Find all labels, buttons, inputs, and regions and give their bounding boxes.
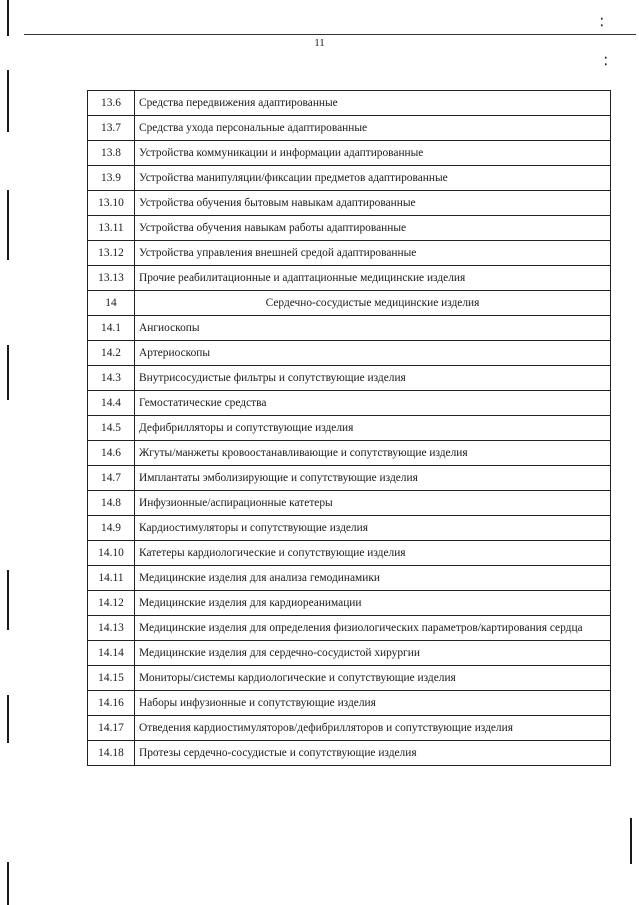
row-name: Жгуты/манжеты кровоостанавливающие и сопутствующие изделия (135, 441, 611, 466)
row-name: Имплантаты эмболизирующие и сопутствующие изделия (135, 466, 611, 491)
table-row (88, 716, 611, 741)
header-rule (24, 34, 636, 35)
scan-edge-mark (630, 818, 632, 864)
row-number: 14.14 (88, 641, 135, 666)
row-number: 13.6 (88, 91, 135, 116)
row-name: Средства передвижения адаптированные (135, 91, 611, 116)
scan-edge-mark (7, 0, 9, 36)
table-row (88, 316, 611, 341)
table-row (88, 116, 611, 141)
scan-speck: ⁚ (604, 56, 608, 68)
row-name: Прочие реабилитационные и адаптационные медицинские изделия (135, 266, 611, 291)
row-number: 13.10 (88, 191, 135, 216)
scan-edge-mark (7, 70, 9, 132)
table-row (88, 466, 611, 491)
row-name: Инфузионные/аспирационные катетеры (135, 491, 611, 516)
table-row (88, 266, 611, 291)
row-name: Мониторы/системы кардиологические и сопутствующие изделия (135, 666, 611, 691)
row-name: Артериоскопы (135, 341, 611, 366)
row-number: 13.9 (88, 166, 135, 191)
scan-edge-mark (7, 570, 9, 630)
row-number: 13.11 (88, 216, 135, 241)
scan-edge-mark (7, 345, 9, 400)
row-name: Средства ухода персональные адаптированные (135, 116, 611, 141)
device-category-table (87, 90, 611, 766)
row-number: 14.2 (88, 341, 135, 366)
table-row (88, 741, 611, 766)
table-row (88, 666, 611, 691)
row-name: Катетеры кардиологические и сопутствующие изделия (135, 541, 611, 566)
scan-edge-mark (7, 862, 9, 905)
row-name: Устройства обучения навыкам работы адаптированные (135, 216, 611, 241)
row-name: Протезы сердечно-сосудистые и сопутствующие изделия (135, 741, 611, 766)
row-name: Медицинские изделия для анализа гемодинамики (135, 566, 611, 591)
row-name: Сердечно-сосудистые медицинские изделия (135, 291, 611, 316)
row-number: 14.6 (88, 441, 135, 466)
table-row (88, 241, 611, 266)
row-name: Устройства обучения бытовым навыкам адаптированные (135, 191, 611, 216)
table-row (88, 591, 611, 616)
row-name: Устройства манипуляции/фиксации предметов адаптированные (135, 166, 611, 191)
row-number: 13.12 (88, 241, 135, 266)
table-row (88, 441, 611, 466)
row-name: Кардиостимуляторы и сопутствующие изделия (135, 516, 611, 541)
row-number: 14 (88, 291, 135, 316)
row-name: Дефибрилляторы и сопутствующие изделия (135, 416, 611, 441)
row-number: 14.8 (88, 491, 135, 516)
table-row (88, 641, 611, 666)
table-row (88, 391, 611, 416)
row-number: 14.15 (88, 666, 135, 691)
row-number: 13.13 (88, 266, 135, 291)
row-number: 14.5 (88, 416, 135, 441)
table-row (88, 166, 611, 191)
row-name: Медицинские изделия для сердечно-сосудистой хирургии (135, 641, 611, 666)
row-number: 14.12 (88, 591, 135, 616)
row-number: 14.16 (88, 691, 135, 716)
row-number: 14.11 (88, 566, 135, 591)
row-number: 14.7 (88, 466, 135, 491)
row-name: Медицинские изделия для определения физиологических параметров/картирования сердца (135, 616, 611, 641)
table-row (88, 216, 611, 241)
table-row (88, 691, 611, 716)
table-row (88, 366, 611, 391)
row-number: 13.7 (88, 116, 135, 141)
row-number: 14.9 (88, 516, 135, 541)
scan-edge-mark (7, 695, 9, 743)
row-number: 14.1 (88, 316, 135, 341)
row-number: 14.17 (88, 716, 135, 741)
row-name: Устройства коммуникации и информации адаптированные (135, 141, 611, 166)
scan-edge-mark (7, 190, 9, 260)
row-number: 14.10 (88, 541, 135, 566)
row-number: 14.13 (88, 616, 135, 641)
table-row (88, 616, 611, 641)
table-row (88, 91, 611, 116)
table-row (88, 191, 611, 216)
table-row (88, 566, 611, 591)
row-name: Ангиоскопы (135, 316, 611, 341)
table-row (88, 416, 611, 441)
table-row (88, 516, 611, 541)
row-number: 14.18 (88, 741, 135, 766)
page-number: 11 (314, 37, 325, 49)
row-name: Гемостатические средства (135, 391, 611, 416)
row-number: 13.8 (88, 141, 135, 166)
table-row (88, 491, 611, 516)
row-name: Наборы инфузионные и сопутствующие изделия (135, 691, 611, 716)
table-row (88, 141, 611, 166)
row-name: Устройства управления внешней средой адаптированные (135, 241, 611, 266)
row-name: Медицинские изделия для кардиореанимации (135, 591, 611, 616)
row-number: 14.4 (88, 391, 135, 416)
row-name: Отведения кардиостимуляторов/дефибрилляторов и сопутствующие изделия (135, 716, 611, 741)
row-number: 14.3 (88, 366, 135, 391)
scan-speck: ⁚ (600, 17, 604, 29)
table-row (88, 541, 611, 566)
table-row (88, 291, 611, 316)
row-name: Внутрисосудистые фильтры и сопутствующие изделия (135, 366, 611, 391)
table-row (88, 341, 611, 366)
